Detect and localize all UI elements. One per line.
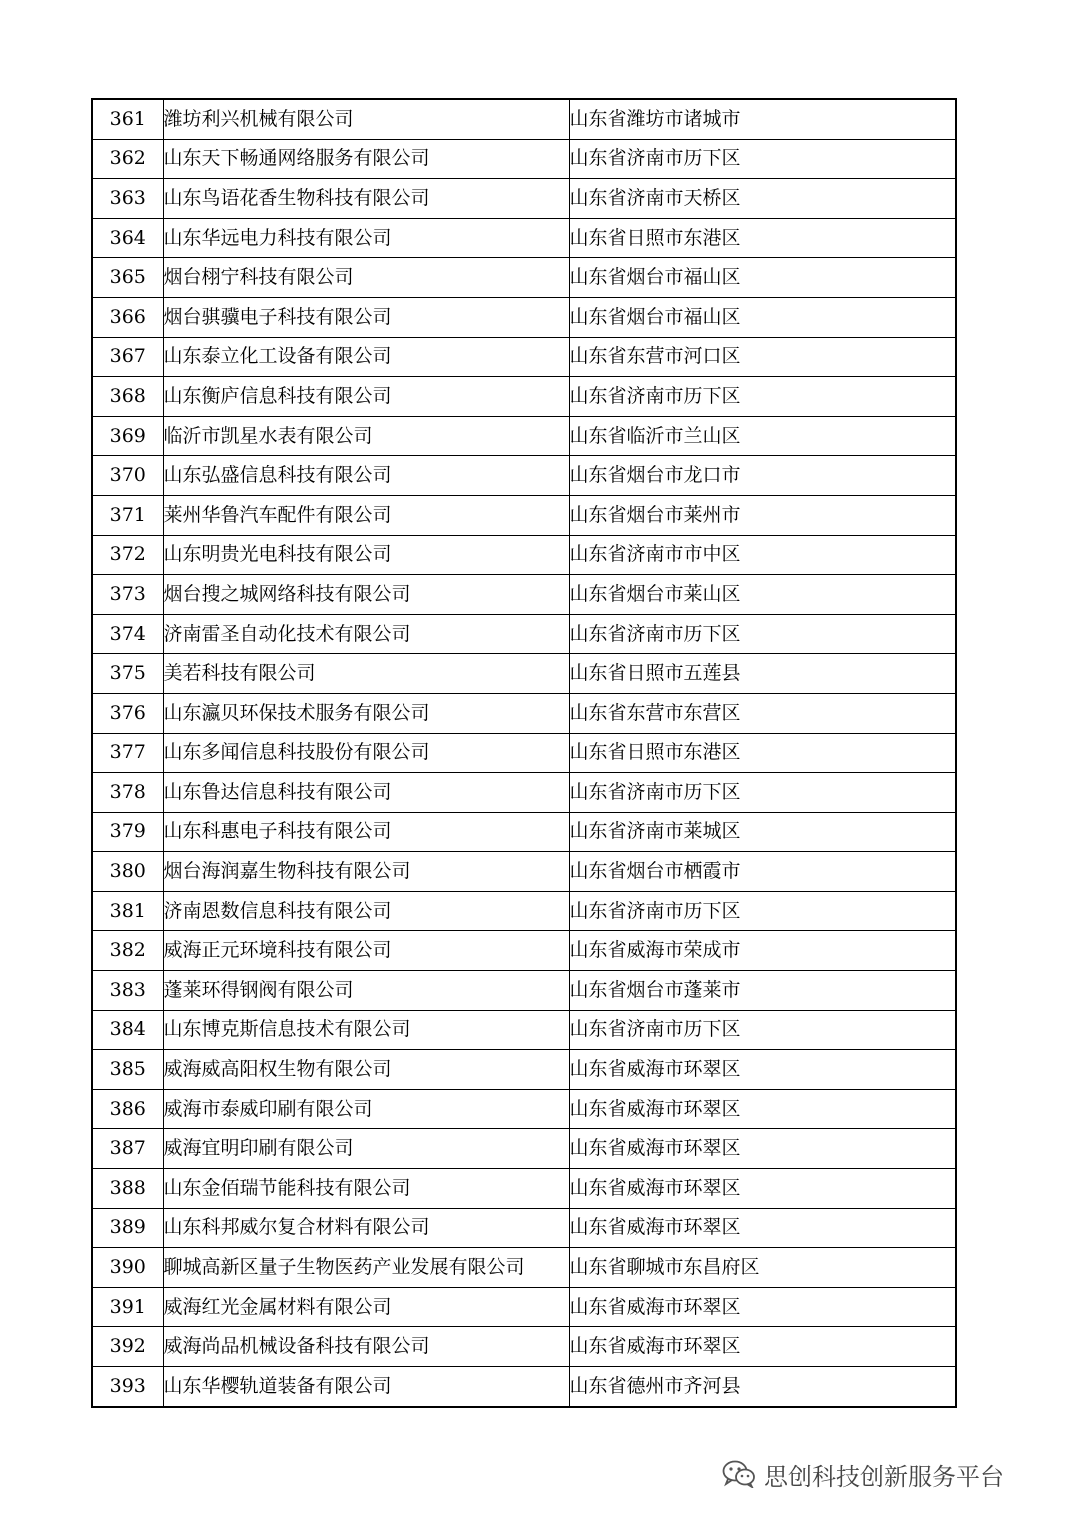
row-number: 364 [92,218,163,258]
company-location: 山东省济南市历下区 [569,377,956,417]
table-row [92,693,956,733]
company-location: 山东省烟台市莱州市 [569,495,956,535]
company-table-body [92,99,956,1407]
company-name: 山东天下畅通网络服务有限公司 [163,139,569,179]
company-name: 威海宜明印刷有限公司 [163,1129,569,1169]
table-row [92,654,956,694]
table-row [92,1248,956,1288]
company-location: 山东省威海市环翠区 [569,1129,956,1169]
row-number: 365 [92,258,163,298]
company-location: 山东省济南市历下区 [569,1010,956,1050]
company-location: 山东省烟台市龙口市 [569,456,956,496]
table-row [92,1208,956,1248]
company-location: 山东省聊城市东昌府区 [569,1248,956,1288]
company-location: 山东省烟台市莱山区 [569,575,956,615]
company-table [91,98,957,1408]
row-number: 392 [92,1327,163,1367]
row-number: 376 [92,693,163,733]
row-number: 372 [92,535,163,575]
table-row [92,139,956,179]
table-row [92,1050,956,1090]
company-name: 临沂市凯星水表有限公司 [163,416,569,456]
company-name: 美若科技有限公司 [163,654,569,694]
row-number: 369 [92,416,163,456]
company-name: 济南恩数信息科技有限公司 [163,891,569,931]
row-number: 387 [92,1129,163,1169]
table-row [92,733,956,773]
table-row [92,535,956,575]
table-row [92,812,956,852]
table-row [92,179,956,219]
company-name: 山东泰立化工设备有限公司 [163,337,569,377]
row-number: 383 [92,971,163,1011]
row-number: 368 [92,377,163,417]
company-location: 山东省济南市历下区 [569,891,956,931]
table-row [92,931,956,971]
company-name: 山东鲁达信息科技有限公司 [163,773,569,813]
row-number: 390 [92,1248,163,1288]
company-name: 山东金佰瑞节能科技有限公司 [163,1169,569,1209]
row-number: 379 [92,812,163,852]
company-location: 山东省东营市东营区 [569,693,956,733]
table-row [92,1129,956,1169]
table-row [92,1367,956,1407]
company-location: 山东省济南市天桥区 [569,179,956,219]
company-location: 山东省济南市市中区 [569,535,956,575]
company-location: 山东省东营市河口区 [569,337,956,377]
company-name: 山东华远电力科技有限公司 [163,218,569,258]
table-row [92,456,956,496]
company-name: 山东博克斯信息技术有限公司 [163,1010,569,1050]
row-number: 375 [92,654,163,694]
table-row [92,614,956,654]
company-location: 山东省威海市环翠区 [569,1208,956,1248]
company-name: 济南雷圣自动化技术有限公司 [163,614,569,654]
company-name: 山东明贵光电科技有限公司 [163,535,569,575]
company-location: 山东省日照市五莲县 [569,654,956,694]
company-location: 山东省威海市环翠区 [569,1287,956,1327]
row-number: 381 [92,891,163,931]
table-row [92,1327,956,1367]
company-location: 山东省威海市环翠区 [569,1169,956,1209]
company-location: 山东省德州市齐河县 [569,1367,956,1407]
company-location: 山东省威海市环翠区 [569,1327,956,1367]
row-number: 382 [92,931,163,971]
row-number: 388 [92,1169,163,1209]
company-name: 山东多闻信息科技股份有限公司 [163,733,569,773]
table-row [92,852,956,892]
table-row [92,1169,956,1209]
watermark [722,1459,1004,1489]
company-name: 威海尚品机械设备科技有限公司 [163,1327,569,1367]
row-number: 361 [92,99,163,139]
company-location: 山东省济南市历下区 [569,773,956,813]
company-location: 山东省烟台市福山区 [569,258,956,298]
company-location: 山东省日照市东港区 [569,733,956,773]
company-location: 山东省潍坊市诸城市 [569,99,956,139]
row-number: 377 [92,733,163,773]
company-name: 威海威高阳权生物有限公司 [163,1050,569,1090]
table-row [92,495,956,535]
company-name: 蓬莱环得钢阀有限公司 [163,971,569,1011]
company-name: 莱州华鲁汽车配件有限公司 [163,495,569,535]
table-row [92,258,956,298]
company-location: 山东省日照市东港区 [569,218,956,258]
company-location: 山东省威海市荣成市 [569,931,956,971]
company-name: 潍坊利兴机械有限公司 [163,99,569,139]
table-row [92,1287,956,1327]
company-name: 山东弘盛信息科技有限公司 [163,456,569,496]
company-location: 山东省济南市历下区 [569,139,956,179]
company-name: 烟台搜之城网络科技有限公司 [163,575,569,615]
company-location: 山东省临沂市兰山区 [569,416,956,456]
table-row [92,1089,956,1129]
company-name: 烟台骐骥电子科技有限公司 [163,297,569,337]
table-row [92,416,956,456]
table-row [92,337,956,377]
row-number: 378 [92,773,163,813]
row-number: 371 [92,495,163,535]
table-row [92,377,956,417]
table-row [92,891,956,931]
table-row [92,971,956,1011]
row-number: 391 [92,1287,163,1327]
wechat-icon [722,1460,756,1488]
company-name: 聊城高新区量子生物医药产业发展有限公司 [163,1248,569,1288]
company-name: 山东科惠电子科技有限公司 [163,812,569,852]
row-number: 362 [92,139,163,179]
table-row [92,218,956,258]
company-location: 山东省威海市环翠区 [569,1089,956,1129]
table-row [92,773,956,813]
company-name: 山东瀛贝环保技术服务有限公司 [163,693,569,733]
table-row [92,1010,956,1050]
company-name: 山东衡庐信息科技有限公司 [163,377,569,417]
row-number: 389 [92,1208,163,1248]
company-name: 烟台海润嘉生物科技有限公司 [163,852,569,892]
company-name: 威海市泰威印刷有限公司 [163,1089,569,1129]
row-number: 366 [92,297,163,337]
row-number: 373 [92,575,163,615]
row-number: 393 [92,1367,163,1407]
company-location: 山东省烟台市蓬莱市 [569,971,956,1011]
row-number: 374 [92,614,163,654]
row-number: 363 [92,179,163,219]
row-number: 367 [92,337,163,377]
company-name: 烟台栩宁科技有限公司 [163,258,569,298]
watermark-text: 思创科技创新服务平台 [764,1462,1004,1491]
company-name: 山东科邦威尔复合材料有限公司 [163,1208,569,1248]
company-location: 山东省威海市环翠区 [569,1050,956,1090]
row-number: 385 [92,1050,163,1090]
company-name: 威海红光金属材料有限公司 [163,1287,569,1327]
row-number: 380 [92,852,163,892]
row-number: 386 [92,1089,163,1129]
table-row [92,575,956,615]
row-number: 384 [92,1010,163,1050]
company-name: 威海正元环境科技有限公司 [163,931,569,971]
company-location: 山东省济南市历下区 [569,614,956,654]
company-location: 山东省烟台市栖霞市 [569,852,956,892]
company-location: 山东省济南市莱城区 [569,812,956,852]
company-name: 山东华樱轨道装备有限公司 [163,1367,569,1407]
company-location: 山东省烟台市福山区 [569,297,956,337]
table-row [92,99,956,139]
row-number: 370 [92,456,163,496]
table-row [92,297,956,337]
company-name: 山东鸟语花香生物科技有限公司 [163,179,569,219]
